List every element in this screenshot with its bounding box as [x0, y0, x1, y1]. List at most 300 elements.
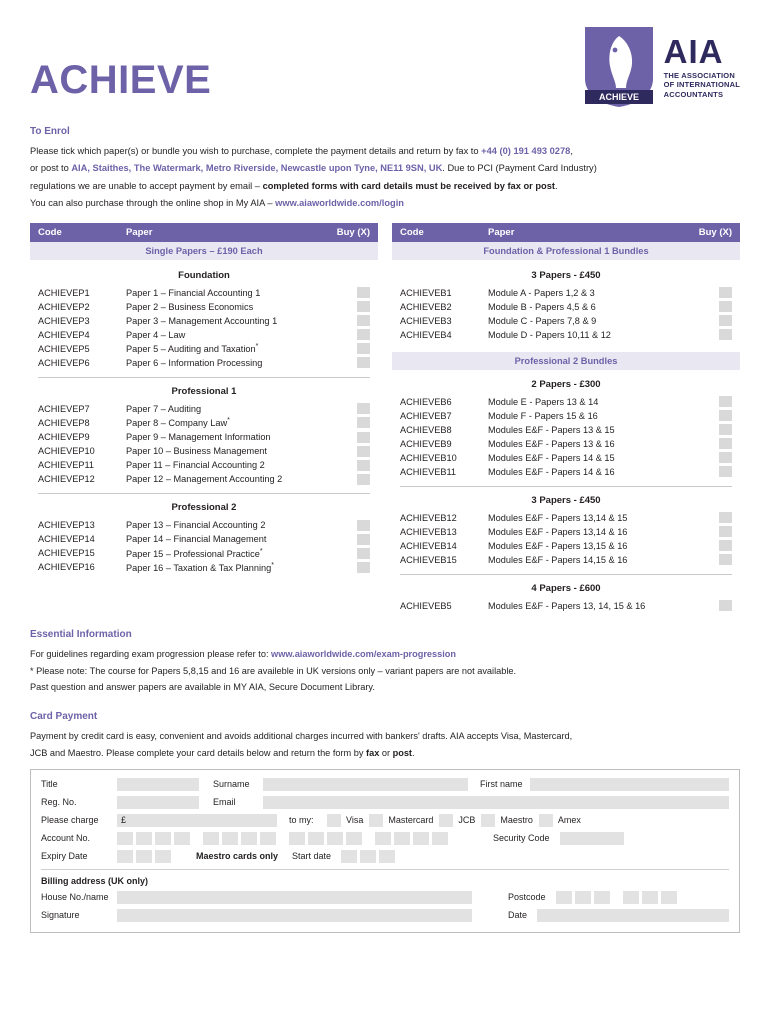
- title-field[interactable]: [117, 778, 199, 791]
- row-paper: Modules E&F - Papers 13, 14, 15 & 16: [488, 600, 646, 611]
- form-row-expiry: [41, 850, 729, 863]
- row-code: ACHIEVEP13: [38, 520, 95, 530]
- buy-checkbox[interactable]: [357, 562, 370, 573]
- account-label: Account No.: [41, 833, 91, 844]
- group-title-4-papers-600: 4 Papers - £600: [531, 582, 601, 594]
- past-papers-line: Past question and answer papers are available in MY AIA, Secure Document Library.: [30, 682, 375, 693]
- bundle-rows-c: [392, 511, 740, 567]
- surname-field[interactable]: [263, 778, 468, 791]
- row-paper: Paper 13 – Financial Accounting 2: [126, 520, 266, 530]
- row-buy[interactable]: [322, 329, 370, 340]
- fax-emphasis: fax: [366, 748, 380, 759]
- to-enrol-heading: To Enrol: [30, 126, 70, 137]
- row-code: ACHIEVEP9: [38, 432, 90, 442]
- row-buy[interactable]: [684, 600, 732, 611]
- date-field[interactable]: [537, 909, 729, 922]
- row-buy[interactable]: [684, 438, 732, 449]
- left-table-header: [30, 223, 378, 242]
- table-row[interactable]: [30, 402, 378, 416]
- start-digit[interactable]: [360, 850, 376, 863]
- row-paper-text: Paper 15 – Professional Practice: [126, 548, 260, 559]
- row-buy[interactable]: [322, 474, 370, 485]
- row-paper: Module F - Papers 15 & 16: [488, 410, 598, 421]
- row-paper: Modules E&F - Papers 13,14 & 15: [488, 512, 628, 523]
- aia-logo: [582, 24, 740, 110]
- row-buy[interactable]: [322, 403, 370, 414]
- billing-address-label: Billing address (UK only): [41, 875, 149, 886]
- row-paper: Paper 10 – Business Management: [126, 446, 267, 456]
- row-buy[interactable]: [684, 540, 732, 551]
- row-code: ACHIEVEB8: [400, 424, 452, 435]
- enrol-line-1-text: Please tick which paper(s) or bundle you wish to purchase, complete the payment details and return by fax to: [30, 146, 482, 156]
- signature-field[interactable]: [117, 909, 472, 922]
- postcode-cell[interactable]: [623, 891, 639, 904]
- row-buy[interactable]: [684, 424, 732, 435]
- card-line-2-text: JCB and Maestro. Please complete your card details below and return the form by: [30, 748, 367, 759]
- buy-checkbox[interactable]: [719, 600, 732, 611]
- table-row[interactable]: [392, 437, 740, 451]
- row-paper: Modules E&F - Papers 13 & 15: [488, 424, 615, 435]
- buy-checkbox[interactable]: [719, 438, 732, 449]
- row-code: ACHIEVEB4: [400, 329, 452, 340]
- table-row[interactable]: [392, 451, 740, 465]
- row-paper: [126, 417, 322, 428]
- table-row[interactable]: [30, 458, 378, 472]
- security-label: Security Code: [493, 833, 550, 844]
- essential-information-heading: Essential Information: [30, 628, 132, 640]
- postcode-cell[interactable]: [661, 891, 677, 904]
- group-title-foundation: Foundation: [178, 269, 230, 281]
- buy-checkbox[interactable]: [719, 526, 732, 537]
- account-digit[interactable]: [289, 832, 305, 845]
- account-digit[interactable]: [203, 832, 219, 845]
- buy-checkbox[interactable]: [719, 396, 732, 407]
- row-code: ACHIEVEB2: [400, 301, 452, 312]
- row-code: ACHIEVEB10: [400, 452, 457, 463]
- exam-progression-text: For guidelines regarding exam progression please refer to:: [30, 648, 272, 659]
- account-digit[interactable]: [346, 832, 362, 845]
- expiry-digit[interactable]: [155, 850, 171, 863]
- row-code: ACHIEVEP8: [38, 417, 90, 428]
- row-buy[interactable]: [322, 301, 370, 312]
- buy-checkbox[interactable]: [719, 466, 732, 477]
- jcb-checkbox[interactable]: [439, 814, 453, 827]
- row-paper-text: Paper 8 – Company Law: [126, 418, 228, 429]
- right-header-buy: Buy (X): [698, 226, 732, 238]
- regno-field[interactable]: [117, 796, 199, 809]
- row-buy[interactable]: [322, 315, 370, 326]
- group-title-professional-2: Professional 2: [171, 502, 237, 513]
- group-title-2-papers-300: 2 Papers - £300: [531, 378, 601, 390]
- row-code: ACHIEVEP10: [38, 446, 95, 456]
- enrol-intro: [30, 145, 740, 211]
- buy-checkbox[interactable]: [357, 534, 370, 545]
- expiry-digit[interactable]: [136, 850, 152, 863]
- single-papers-table: [30, 223, 378, 613]
- row-buy[interactable]: [322, 520, 370, 531]
- buy-checkbox[interactable]: [357, 432, 370, 443]
- row-buy[interactable]: [322, 287, 370, 298]
- row-paper: [126, 562, 322, 573]
- account-digit[interactable]: [432, 832, 448, 845]
- row-paper: Paper 7 – Auditing: [126, 403, 202, 414]
- table-row[interactable]: [30, 518, 378, 532]
- row-paper: Paper 1 – Financial Accounting 1: [126, 287, 261, 298]
- logo-name: AIA: [663, 32, 724, 70]
- date-label: Date: [508, 910, 528, 921]
- buy-checkbox[interactable]: [719, 512, 732, 523]
- table-row[interactable]: [30, 328, 378, 342]
- row-buy[interactable]: [684, 287, 732, 298]
- buy-checkbox[interactable]: [357, 446, 370, 457]
- buy-checkbox[interactable]: [719, 410, 732, 421]
- row-code: ACHIEVEP7: [38, 403, 90, 414]
- row-code: ACHIEVEP4: [38, 329, 90, 340]
- mastercard-checkbox[interactable]: [369, 814, 383, 827]
- table-row[interactable]: [30, 286, 378, 300]
- row-buy[interactable]: [684, 301, 732, 312]
- row-paper: [126, 343, 322, 354]
- footnote-marker: *: [255, 343, 259, 351]
- row-paper: Modules E&F - Papers 14 & 16: [488, 466, 615, 477]
- maestro-only-label: Maestro cards only: [196, 851, 279, 862]
- row-buy[interactable]: [684, 329, 732, 340]
- postcode-cell[interactable]: [575, 891, 591, 904]
- table-row[interactable]: [392, 525, 740, 539]
- row-buy[interactable]: [322, 548, 370, 559]
- expiry-label: Expiry Date: [41, 851, 88, 862]
- bundle-rows-d: [392, 599, 740, 613]
- buy-checkbox[interactable]: [357, 417, 370, 428]
- fax-number: +44 (0) 191 493 0278: [481, 146, 571, 156]
- row-buy[interactable]: [322, 534, 370, 545]
- enrol-line-3: [30, 180, 740, 193]
- row-paper: Modules E&F - Papers 13 & 16: [488, 438, 615, 449]
- title-label: Title: [41, 779, 58, 790]
- table-row[interactable]: [30, 356, 378, 370]
- row-buy[interactable]: [322, 562, 370, 573]
- email-field[interactable]: [263, 796, 729, 809]
- postal-address: AIA, Staithes, The Watermark, Metro Riverside, Newcastle upon Tyne, NE11 9SN, UK: [71, 163, 443, 174]
- row-paper: Paper 2 – Business Economics: [126, 301, 254, 312]
- surname-label: Surname: [213, 779, 250, 790]
- footnote-line: * Please note: The course for Papers 5,8,15 and 16 are availeble in UK versions only – variant papers are not available.: [30, 665, 517, 676]
- visa-checkbox[interactable]: [327, 814, 341, 827]
- expiry-digit[interactable]: [117, 850, 133, 863]
- row-buy[interactable]: [322, 357, 370, 368]
- row-buy[interactable]: [684, 526, 732, 537]
- buy-checkbox[interactable]: [719, 315, 732, 326]
- email-label: Email: [213, 797, 236, 808]
- mastercard-label: Mastercard: [388, 815, 434, 826]
- table-row[interactable]: [30, 430, 378, 444]
- row-code: ACHIEVEP1: [38, 287, 90, 298]
- row-paper: Paper 14 – Financial Management: [126, 534, 267, 544]
- card-line-2-end: .: [412, 748, 415, 759]
- row-paper: Modules E&F - Papers 14,15 & 16: [488, 554, 628, 565]
- account-digit[interactable]: [155, 832, 171, 845]
- row-code: ACHIEVEB15: [400, 554, 457, 565]
- table-row[interactable]: [392, 300, 740, 314]
- row-buy[interactable]: [322, 417, 370, 428]
- table-row[interactable]: [30, 314, 378, 328]
- row-paper: Paper 3 – Management Accounting 1: [126, 315, 278, 326]
- row-code: ACHIEVEB1: [400, 287, 452, 298]
- row-code: ACHIEVEB5: [400, 600, 452, 611]
- account-digit[interactable]: [394, 832, 410, 845]
- row-code: ACHIEVEB6: [400, 396, 452, 407]
- card-line-1: Payment by credit card is easy, convenient and avoids additional charges incurred with bankers' drafts. AIA accepts Visa, Mastercard,: [30, 731, 573, 742]
- payment-form: [30, 769, 740, 933]
- online-shop-link[interactable]: www.aiaworldwide.com/login: [275, 198, 404, 209]
- account-digit[interactable]: [136, 832, 152, 845]
- row-code: ACHIEVEP14: [38, 534, 95, 544]
- buy-checkbox[interactable]: [719, 540, 732, 551]
- row-buy[interactable]: [684, 554, 732, 565]
- logo-subtitle: [664, 71, 740, 100]
- form-row-signature: [41, 909, 729, 922]
- charge-label: Please charge: [41, 815, 99, 826]
- form-row-charge: [41, 814, 729, 827]
- buy-checkbox[interactable]: [357, 301, 370, 312]
- enrol-line-3-text: regulations we are unable to accept payment by email –: [30, 180, 263, 191]
- buy-checkbox[interactable]: [357, 343, 370, 354]
- row-code: ACHIEVEP12: [38, 474, 95, 484]
- buy-checkbox[interactable]: [357, 474, 370, 485]
- firstname-label: First name: [480, 779, 523, 790]
- currency-symbol: £: [121, 814, 127, 825]
- postcode-cell[interactable]: [594, 891, 610, 904]
- bundles-table: [392, 223, 740, 613]
- enrol-line-3-end: .: [554, 180, 558, 191]
- table-row[interactable]: [30, 546, 378, 560]
- row-buy[interactable]: [684, 512, 732, 523]
- table-row[interactable]: [30, 532, 378, 546]
- amex-checkbox[interactable]: [539, 814, 553, 827]
- table-row[interactable]: [30, 300, 378, 314]
- table-row[interactable]: [392, 395, 740, 409]
- buy-checkbox[interactable]: [357, 460, 370, 471]
- account-digit[interactable]: [222, 832, 238, 845]
- postcode-label: Postcode: [508, 892, 546, 903]
- form-divider: [41, 869, 729, 870]
- account-digit[interactable]: [260, 832, 276, 845]
- account-digit[interactable]: [241, 832, 257, 845]
- group-title-3-papers-450: 3 Papers - £450: [531, 269, 601, 281]
- enrol-line-4: [30, 197, 740, 210]
- table-row[interactable]: [392, 286, 740, 300]
- row-buy[interactable]: [322, 446, 370, 457]
- exam-progression-line: [30, 648, 740, 662]
- row-paper: Modules E&F - Papers 14 & 15: [488, 452, 615, 463]
- card-line-2-mid: or: [379, 748, 393, 759]
- group-title-3-papers-450-b: 3 Papers - £450: [531, 494, 601, 506]
- right-header-code: Code: [400, 226, 424, 238]
- row-buy[interactable]: [322, 460, 370, 471]
- papers-tables: [30, 223, 740, 613]
- row-code: ACHIEVEB13: [400, 526, 457, 537]
- row-paper-text: Paper 5 – Auditing and Taxation: [126, 344, 256, 355]
- buy-checkbox[interactable]: [357, 357, 370, 368]
- row-paper: Module A - Papers 1,2 & 3: [488, 287, 595, 298]
- row-paper: Paper 12 – Management Accounting 2: [126, 474, 283, 484]
- professional-2-bundles-band: Professional 2 Bundles: [392, 352, 740, 370]
- house-field[interactable]: [117, 891, 472, 904]
- buy-checkbox[interactable]: [719, 301, 732, 312]
- postcode-cell[interactable]: [642, 891, 658, 904]
- professional-1-rows: [30, 402, 378, 486]
- jcb-label: JCB: [458, 815, 476, 826]
- row-buy[interactable]: [684, 452, 732, 463]
- row-code: ACHIEVEB9: [400, 438, 452, 449]
- signature-label: Signature: [41, 910, 80, 921]
- row-buy[interactable]: [322, 432, 370, 443]
- table-row[interactable]: [392, 314, 740, 328]
- buy-checkbox[interactable]: [357, 287, 370, 298]
- row-buy[interactable]: [684, 466, 732, 477]
- bundle-rows-a: [392, 286, 740, 342]
- enrol-line-1: [30, 145, 740, 158]
- firstname-field[interactable]: [530, 778, 729, 791]
- maestro-label: Maestro: [500, 815, 533, 826]
- enrol-line-2-text: or post to: [30, 163, 72, 174]
- row-code: ACHIEVEP15: [38, 548, 95, 559]
- row-paper: Paper 9 – Management Information: [126, 432, 271, 442]
- table-row[interactable]: [30, 560, 378, 574]
- form-row-name: [41, 778, 729, 791]
- left-header-code: Code: [38, 226, 62, 238]
- row-buy[interactable]: [684, 315, 732, 326]
- post-emphasis: post: [392, 748, 412, 759]
- table-row[interactable]: [30, 444, 378, 458]
- buy-checkbox[interactable]: [357, 548, 370, 559]
- table-row[interactable]: [392, 423, 740, 437]
- enrol-line-4-text: You can also purchase through the online shop in My AIA –: [30, 198, 276, 209]
- row-code: ACHIEVEB7: [400, 410, 452, 421]
- security-code-field[interactable]: [560, 832, 624, 845]
- row-paper: Modules E&F - Papers 13,14 & 16: [488, 526, 628, 537]
- buy-checkbox[interactable]: [719, 424, 732, 435]
- row-paper: Modules E&F - Papers 13,15 & 16: [488, 540, 628, 551]
- row-buy[interactable]: [684, 410, 732, 421]
- house-label: House No./name: [41, 892, 109, 903]
- amount-field[interactable]: [117, 814, 277, 827]
- account-digit[interactable]: [117, 832, 133, 845]
- buy-checkbox[interactable]: [719, 329, 732, 340]
- enrol-line-2-end: . Due to PCI (Payment Card Industry): [442, 163, 597, 174]
- table-row[interactable]: [392, 511, 740, 525]
- right-header-paper: Paper: [488, 226, 515, 238]
- tomy-label: to my:: [289, 815, 314, 826]
- row-code: ACHIEVEB3: [400, 315, 452, 326]
- footnote-marker: *: [271, 561, 274, 569]
- foundation-prof1-bundles-band: Foundation & Professional 1 Bundles: [392, 242, 740, 260]
- table-row[interactable]: [30, 472, 378, 486]
- buy-checkbox[interactable]: [357, 403, 370, 414]
- account-digit[interactable]: [308, 832, 324, 845]
- logo-subtitle-line-2: OF INTERNATIONAL: [663, 80, 740, 90]
- row-code: ACHIEVEP11: [38, 460, 94, 470]
- buy-checkbox[interactable]: [719, 287, 732, 298]
- row-buy[interactable]: [322, 343, 370, 354]
- account-digit[interactable]: [375, 832, 391, 845]
- footnote-marker: *: [259, 547, 263, 555]
- table-row[interactable]: [392, 328, 740, 342]
- row-buy[interactable]: [684, 396, 732, 407]
- left-header-paper: Paper: [126, 226, 153, 238]
- row-paper: Paper 6 – Information Processing: [126, 357, 263, 368]
- table-row[interactable]: [392, 465, 740, 479]
- card-payment-intro: [30, 730, 740, 761]
- row-paper: Module D - Papers 10,11 & 12: [488, 329, 611, 340]
- enrol-line-3-emphasis: completed forms with card details must be received by fax or post: [262, 180, 555, 191]
- start-digit[interactable]: [379, 850, 395, 863]
- svg-text:ACHIEVE: ACHIEVE: [598, 92, 639, 102]
- start-digit[interactable]: [341, 850, 357, 863]
- table-row[interactable]: [392, 409, 740, 423]
- row-code: ACHIEVEP6: [38, 357, 90, 368]
- card-line-2: [30, 747, 740, 761]
- foundation-rows: [30, 286, 378, 370]
- page-header: [30, 22, 740, 110]
- amex-label: Amex: [557, 815, 581, 826]
- row-paper: Paper 11 – Financial Accounting 2: [126, 460, 265, 470]
- row-code: ACHIEVEB12: [400, 512, 457, 523]
- table-row[interactable]: [392, 539, 740, 553]
- maestro-checkbox[interactable]: [481, 814, 495, 827]
- logo-wordmark: [663, 32, 740, 100]
- table-row[interactable]: [30, 342, 378, 356]
- row-paper: Module E - Papers 13 & 14: [488, 396, 599, 407]
- logo-subtitle-line-1: THE ASSOCIATION: [663, 70, 735, 80]
- buy-checkbox[interactable]: [719, 452, 732, 463]
- row-paper: Paper 4 – Law: [126, 329, 186, 340]
- page-title: ACHIEVE: [30, 58, 212, 102]
- buy-checkbox[interactable]: [357, 520, 370, 531]
- visa-label: Visa: [346, 815, 364, 826]
- row-code: ACHIEVEB14: [400, 540, 457, 551]
- buy-checkbox[interactable]: [719, 554, 732, 565]
- form-row-account: [41, 832, 729, 845]
- table-row[interactable]: [392, 553, 740, 567]
- bundle-rows-b: [392, 395, 740, 479]
- left-header-buy: Buy (X): [336, 226, 370, 238]
- row-paper: [126, 548, 322, 559]
- table-row[interactable]: [30, 416, 378, 430]
- row-paper-text: Paper 16 – Taxation & Tax Planning: [126, 562, 272, 573]
- row-code: ACHIEVEP2: [38, 301, 90, 312]
- row-code: ACHIEVEP5: [38, 343, 90, 354]
- account-digit[interactable]: [174, 832, 190, 845]
- form-row-billing-title: [41, 876, 729, 886]
- table-row[interactable]: [392, 599, 740, 613]
- row-paper: Module C - Papers 7,8 & 9: [488, 315, 597, 326]
- buy-checkbox[interactable]: [357, 329, 370, 340]
- logo-subtitle-line-3: ACCOUNTANTS: [663, 89, 724, 99]
- postcode-cell[interactable]: [556, 891, 572, 904]
- account-digit[interactable]: [413, 832, 429, 845]
- account-digit[interactable]: [327, 832, 343, 845]
- single-papers-band: Single Papers – £190 Each: [30, 242, 378, 260]
- form-row-house: [41, 891, 729, 904]
- row-paper: Module B - Papers 4,5 & 6: [488, 301, 596, 312]
- row-code: ACHIEVEP16: [38, 562, 95, 573]
- exam-progression-link[interactable]: www.aiaworldwide.com/exam-progression: [271, 648, 457, 659]
- enrol-line-1-end: ,: [570, 146, 573, 156]
- row-code: ACHIEVEB11: [400, 466, 456, 477]
- row-code: ACHIEVEP3: [38, 315, 90, 326]
- buy-checkbox[interactable]: [357, 315, 370, 326]
